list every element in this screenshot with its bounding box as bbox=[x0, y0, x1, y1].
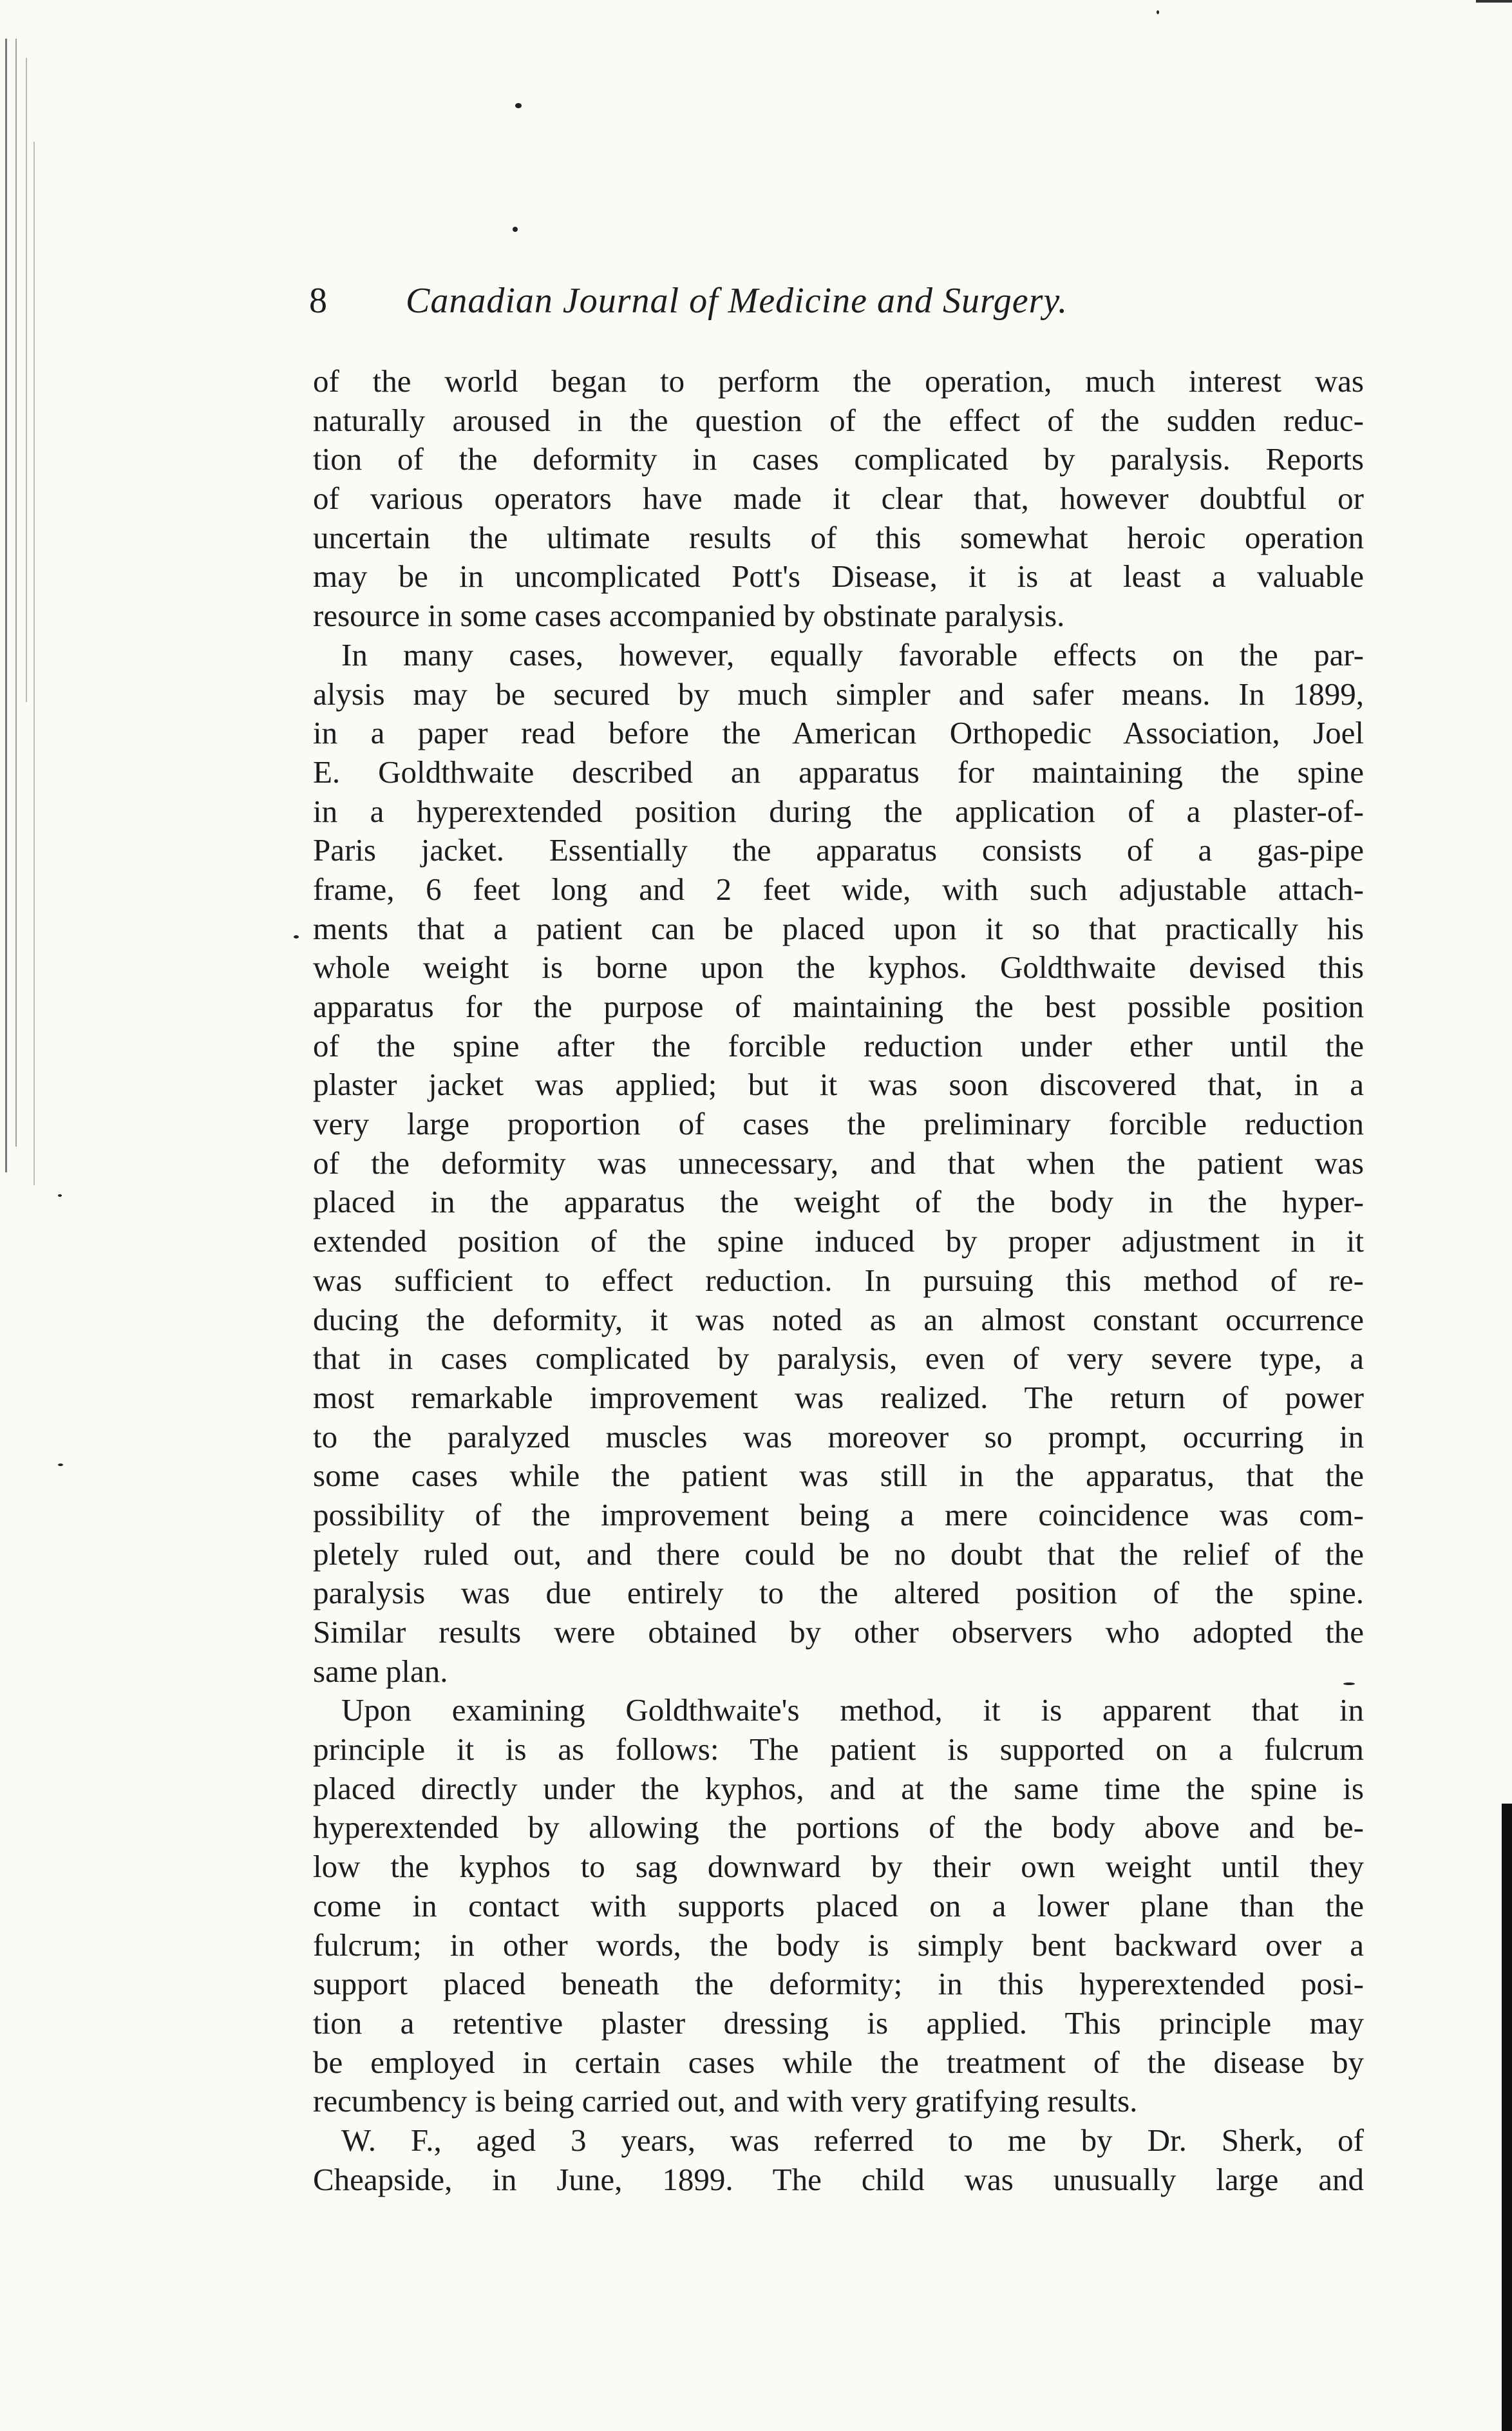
text-line: Paris jacket. Essentially the apparatus consists of a gas-pipe bbox=[313, 832, 1364, 868]
ink-speck bbox=[515, 103, 522, 108]
text-line: of various operators have made it clear that, however doubtful or bbox=[313, 481, 1364, 517]
text-line: E. Goldthwaite described an apparatus for maintaining the spine bbox=[313, 754, 1364, 790]
ink-speck bbox=[1157, 10, 1159, 14]
text-line: resource in some cases accompanied by obstinate paralysis. bbox=[313, 598, 1065, 634]
text-line: of the world began to perform the operation, much interest was bbox=[313, 363, 1364, 399]
text-line: to the paralyzed muscles was moreover so prompt, occurring in bbox=[313, 1418, 1364, 1454]
text-line: placed in the apparatus the weight of the body in the hyper- bbox=[313, 1184, 1364, 1220]
body-text bbox=[313, 362, 1364, 2199]
text-line: placed directly under the kyphos, and at the same time the spine is bbox=[313, 1770, 1364, 1806]
text-line: extended position of the spine induced by proper adjustment in it bbox=[313, 1223, 1364, 1259]
text-line: most remarkable improvement was realized. The return of power bbox=[313, 1379, 1364, 1415]
text-line: some cases while the patient was still in the apparatus, that the bbox=[313, 1458, 1364, 1494]
ink-speck bbox=[513, 227, 518, 232]
text-line: come in contact with supports placed on a lower plane than the bbox=[313, 1887, 1364, 1923]
text-line: was sufficient to effect reduction. In pursuing this method of re- bbox=[313, 1262, 1364, 1298]
text-line: hyperextended by allowing the portions of the body above and be- bbox=[313, 1809, 1364, 1845]
text-line: may be in uncomplicated Pott's Disease, it is at least a valuable bbox=[313, 558, 1364, 595]
running-head bbox=[309, 278, 1404, 323]
text-line: principle it is as follows: The patient is supported on a fulcrum bbox=[313, 1731, 1364, 1768]
ink-speck bbox=[294, 935, 299, 939]
text-line: whole weight is borne upon the kyphos. Goldthwaite devised this bbox=[313, 949, 1364, 986]
text-line: plaster jacket was applied; but it was soon discovered that, in a bbox=[313, 1067, 1364, 1103]
scan-edge-bar bbox=[1502, 1804, 1512, 2431]
text-line: In many cases, however, equally favorable effects on the par- bbox=[341, 636, 1364, 672]
scan-edge-line bbox=[1476, 0, 1512, 3]
scan-edge-line bbox=[26, 58, 27, 702]
text-line: very large proportion of cases the preliminary forcible reduction bbox=[313, 1106, 1364, 1142]
text-line: recumbency is being carried out, and with very gratifying results. bbox=[313, 2083, 1138, 2119]
text-line: uncertain the ultimate results of this somewhat heroic operation bbox=[313, 519, 1364, 555]
text-line: tion a retentive plaster dressing is applied. This principle may bbox=[313, 2005, 1364, 2041]
scan-edge-line bbox=[33, 142, 35, 1185]
text-line: Upon examining Goldthwaite's method, it is apparent that in bbox=[341, 1692, 1364, 1728]
text-line: alysis may be secured by much simpler and safer means. In 1899, bbox=[313, 676, 1364, 712]
text-line: ducing the deformity, it was noted as an almost constant occurrence bbox=[313, 1301, 1364, 1337]
text-line: of the deformity was unnecessary, and that when the patient was bbox=[313, 1145, 1364, 1181]
text-line: fulcrum; in other words, the body is simply bent backward over a bbox=[313, 1927, 1364, 1963]
journal-title: Canadian Journal of Medicine and Surgery. bbox=[406, 281, 1068, 321]
text-line: in a hyperextended position during the application of a plaster-of- bbox=[313, 793, 1364, 829]
text-line: low the kyphos to sag downward by their own weight until they bbox=[313, 1849, 1364, 1885]
ink-speck bbox=[58, 1463, 63, 1466]
text-line: Similar results were obtained by other observers who adopted the bbox=[313, 1614, 1364, 1650]
text-line: apparatus for the purpose of maintaining the best possible position bbox=[313, 989, 1364, 1024]
scan-edge-line bbox=[15, 39, 17, 1147]
text-line: be employed in certain cases while the treatment of the disease by bbox=[313, 2044, 1364, 2080]
text-line: naturally aroused in the question of the effect of the sudden reduc- bbox=[313, 402, 1364, 438]
page-number: 8 bbox=[309, 281, 327, 321]
text-line: pletely ruled out, and there could be no doubt that the relief of the bbox=[313, 1536, 1364, 1572]
text-line: in a paper read before the American Orthopedic Association, Joel bbox=[313, 715, 1364, 751]
text-line: frame, 6 feet long and 2 feet wide, with such adjustable attach- bbox=[313, 871, 1364, 907]
text-line: W. F., aged 3 years, was referred to me by Dr. Sherk, of bbox=[341, 2122, 1364, 2158]
text-line: of the spine after the forcible reduction under ether until the bbox=[313, 1027, 1364, 1063]
text-line: same plan. bbox=[313, 1653, 448, 1689]
text-line: Cheapside, in June, 1899. The child was unusually large and bbox=[313, 2161, 1364, 2197]
ink-speck bbox=[58, 1194, 62, 1197]
text-line: possibility of the improvement being a mere coincidence was com- bbox=[313, 1496, 1364, 1532]
text-line: tion of the deformity in cases complicated by paralysis. Reports bbox=[313, 441, 1364, 477]
text-line: paralysis was due entirely to the altered position of the spine. bbox=[313, 1575, 1364, 1611]
scan-edge-line bbox=[5, 39, 7, 1172]
text-line: support placed beneath the deformity; in this hyperextended posi- bbox=[313, 1966, 1364, 2002]
text-line: ments that a patient can be placed upon it so that practically his bbox=[313, 910, 1364, 946]
text-line: that in cases complicated by paralysis, even of very severe type, a bbox=[313, 1340, 1364, 1377]
